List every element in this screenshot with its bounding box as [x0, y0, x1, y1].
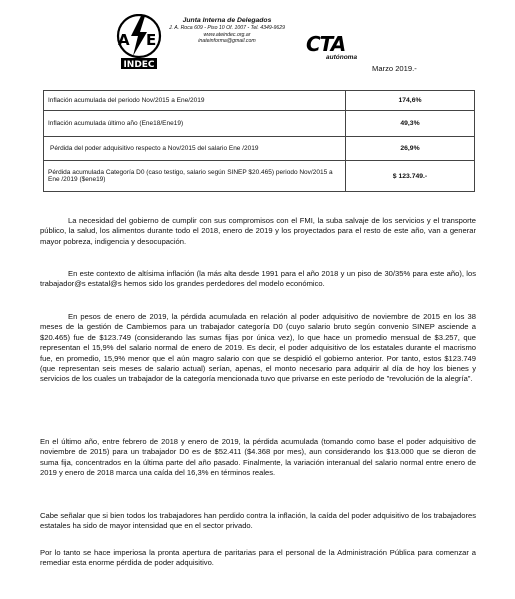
paragraph: Por lo tanto se hace imperiosa la pronta apertura de paritarias para el personal de la Administración Pública para comenzar a remediar esta enorme pérdida de poder adquisitivo.: [40, 548, 476, 568]
table-cell-label: Pérdida del poder adquisitivo respecto a Nov/2015 del salario Ene /2019: [44, 137, 346, 161]
cta-logo-subtitle: autónoma: [326, 54, 358, 61]
table-cell-value: 174,6%: [346, 91, 475, 111]
table-row: [44, 161, 475, 192]
table-cell-label: Inflación acumulada último año (Ene18/Ene19): [44, 111, 346, 137]
table-cell-value: $ 123.749.-: [346, 161, 475, 192]
table-cell-value: 26,9%: [346, 137, 475, 161]
table-row: [44, 111, 475, 137]
table-cell-label: Pérdida acumulada Categoría D0 (caso testigo, salario según SINEP $20.465) periodo Nov/2015 a Ene /2019 ($ene19): [44, 161, 346, 192]
table-cell-value: 49,3%: [346, 111, 475, 137]
org-name: Junta Interna de Delegados: [182, 17, 272, 24]
ate-indec-logo: [115, 14, 163, 70]
table-row: [44, 91, 475, 111]
summary-table: [43, 90, 475, 192]
org-email: inateinforma@gmail.com: [198, 38, 256, 45]
paragraph: La necesidad del gobierno de cumplir con sus compromisos con el FMI, la suba salvaje de los servicios y el transporte público, la salud, los alimentos durante todo el 2018, enero de 2019 y los proyectados para el resto de este año, van a generar mayor pobreza, indigencia y desocupación.: [40, 216, 476, 246]
svg-text:INDEC: INDEC: [123, 60, 155, 70]
paragraph: En pesos de enero de 2019, la pérdida acumulada en relación al poder adquisitivo de noviembre de 2015 en los 38 meses de la gestión de Cambiemos para un trabajador categoría D0 (cuyo salario bruto según convenio SINEP asciende a $20.465) fue de $123.749 (considerando las sumas fijas por única vez), lo que hace un promedio mensual de $3.257, que representan el 15,9% del salario normal de enero de 2019. Es decir, el poder adquisitivo de los estatales durante el macrismo fue, en promedio, 15,9% menor que el aún magro salario con que se despidió el gobierno anterior. Por tanto, estos $123.749 (que representan seis meses de salario actual) serían, apenas, el monto necesario para adquirir al día de hoy los bienes y servicios de los cuales un trabajador de la categoría mencionada tuvo que privarse en este período de "revolución de la alegría".: [40, 312, 476, 384]
letterhead: [162, 17, 292, 45]
org-address: J. A. Roca 609 - Piso 10 Of. 1007 - Tel. 4349-9629: [168, 25, 286, 31]
org-website: www.ateindec.org.ar: [203, 31, 251, 38]
svg-text:A: A: [118, 31, 130, 49]
document-date: Marzo 2019.-: [372, 64, 417, 73]
paragraph: En este contexto de altísima inflación (la más alta desde 1991 para el año 2018 y un piso de 30/35% para este año), los trabajador@s estatal@s hemos sido los grandes perdedores del modelo económico.: [40, 269, 476, 289]
svg-text:E: E: [146, 31, 157, 49]
table-cell-label: Inflación acumulada del periodo Nov/2015 a Ene/2019: [44, 91, 346, 111]
cta-logo-mark: CTA: [306, 32, 346, 56]
ate-logo-graphic: [115, 14, 163, 70]
cta-logo: [306, 34, 376, 64]
paragraph: En el último año, entre febrero de 2018 y enero de 2019, la pérdida acumulada (tomando como base el poder adquisitivo de noviembre de 2015) para un trabajador D0 es de $52.411 ($4.368 por mes), aun considerando los $13.000 que se dieron de suma fija, concentrados en la última parte del año pasado. Finalmente, la variación interanual del salario normal entre enero de 2019 y enero de 2018 marca una caída del 16,3% en términos reales.: [40, 437, 476, 478]
paragraph: Cabe señalar que si bien todos los trabajadores han perdido contra la inflación, la caída del poder adquisitivo de los trabajadores estatales ha sido de mayor intensidad que en el sector privado.: [40, 511, 476, 531]
table-row: [44, 137, 475, 161]
